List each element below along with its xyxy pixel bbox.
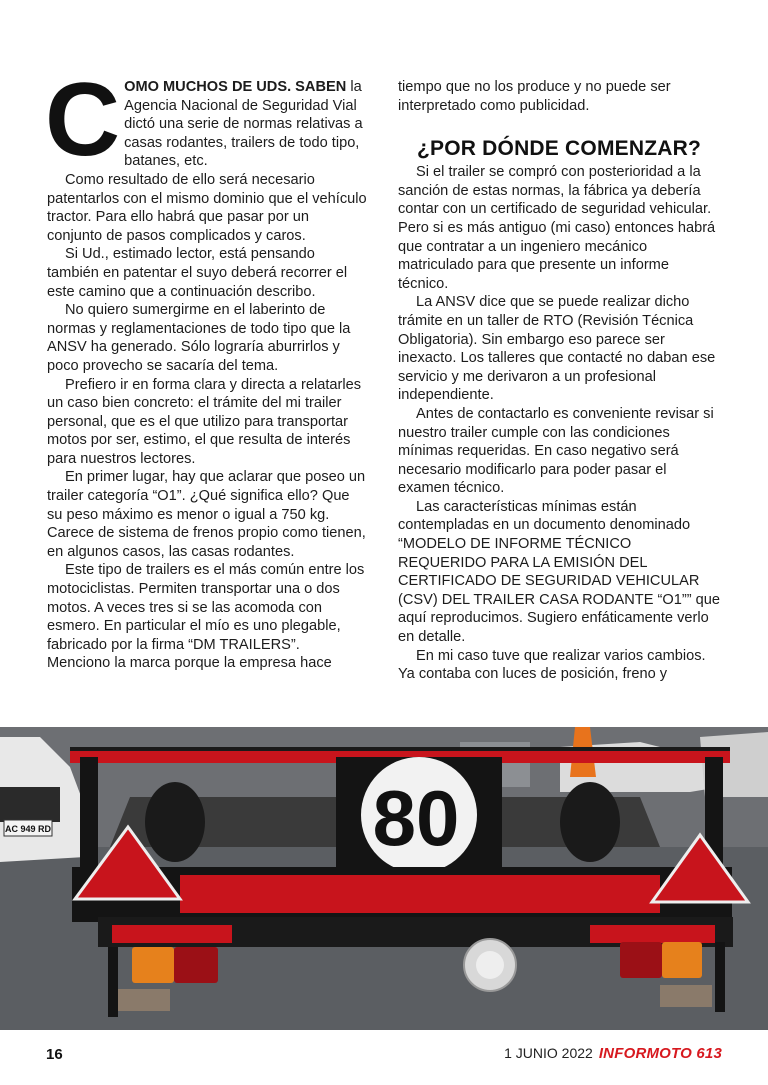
footer-issue [504,1045,722,1062]
trailer-wheel [145,782,205,862]
lead-text: la Agencia Nacional de Seguridad Vial dictó una serie de normas relativas a casas rodantes, trailers de todo tipo, batanes, etc. [124,79,363,170]
left-turn-light [132,947,174,983]
body-paragraph: La ANSV dice que se puede realizar dicho trámite en un taller de RTO (Revisión Técnica Obligatoria). Sin embargo eso parece ser inexacto. Los talleres que contacté no daban ese servicio y me derivaron a un profesional independiente. [398,294,716,404]
article-right-column [398,78,720,684]
trailer-photo [0,727,768,1030]
body-paragraph: No quiero sumergirme en el laberinto de normas y reglamentaciones de todo tipo que la ANSV ha generado. Sólo lograría aburrirlos y poco provecho se sacaría del tema. [47,302,351,374]
page-number: 16 [46,1046,63,1063]
lead-caps: OMO MUCHOS DE UDS. SABEN [124,79,347,95]
body-paragraph: Si el trailer se compró con posterioridad a la sanción de estas normas, la fábrica ya debería contar con un certificado de seguridad vehicular. Pero si es más antiguo (mi caso) entonces habrá que contratar a un ingeniero mecánico matriculado para que presente un informe técnico. [398,164,716,292]
speed-limit-number: 80 [372,774,460,862]
section-heading: ¿POR DÓNDE COMENZAR? [417,137,701,161]
body-paragraph: Este tipo de trailers es el más común entre los motociclistas. Permiten transportar una o dos motos. A veces tres si se las acomoda con esmero. En particular el mío es uno plegable, fabricado por la firma “DM TRAILERS”. Menciono la marca porque la empresa hace [47,562,365,672]
left-brake-light [174,947,218,983]
article-left-column [45,62,367,673]
drop-cap: C [45,62,121,178]
right-turn-light [662,942,702,978]
body-paragraph: Como resultado de ello será necesario patentarlos con el mismo dominio que el vehículo tractor. Para ello habrá que pasar por un conjunto de pasos complicados y caros. [47,171,367,244]
body-paragraph: En primer lugar, hay que aclarar que poseo un trailer categoría “O1”. ¿Qué significa ello? Que su peso máximo es menor o igual a 750 kg. Carece de sistema de frenos propio como tienen, en algunos casos, las casas rodantes. [47,469,366,560]
rear-reflector-bar [180,875,660,913]
body-paragraph: Las características mínimas están contempladas en un documento denominado “MODELO DE INFORME TÉCNICO REQUERIDO PARA LA EMISIÓN DEL CERTIFICADO DE SEGURIDAD VEHICULAR (CSV) DEL TRAILER CASA RODANTE “O1”” que aquí reproducimos. Sugiero enfáticamente verlo en detalle. [398,498,720,646]
lead-paragraph [45,62,367,178]
issue-date: 1 JUNIO 2022 [504,1045,593,1061]
body-paragraph: Antes de contactarlo es conveniente revisar si nuestro trailer cumple con las condiciones mínimas requeridas. En caso negativo será necesario modificarlo para poder pasar el examen técnico. [398,405,714,497]
magazine-logo: INFORMOTO 613 [598,1045,722,1062]
plate-text: AC 949 RD [4,824,52,834]
trailer-illustration [0,727,768,1030]
right-brake-light [620,942,662,978]
body-paragraph: Prefiero ir en forma clara y directa a relatarles un caso bien concreto: el trámite del mi trailer personal, que es el que utilizo para transportar motos por ser, estimo, el que resulta de interés para nuestros lectores. [47,376,362,467]
continued-paragraph: tiempo que no los produce y no puede ser interpretado como publicidad. [398,79,671,114]
body-paragraph: En mi caso tuve que realizar varios cambios. Ya contaba con luces de posición, freno y [398,647,706,683]
body-paragraph: Si Ud., estimado lector, está pensando también en patentar el suyo deberá recorrer el este camino que a continuación describo. [47,246,348,300]
